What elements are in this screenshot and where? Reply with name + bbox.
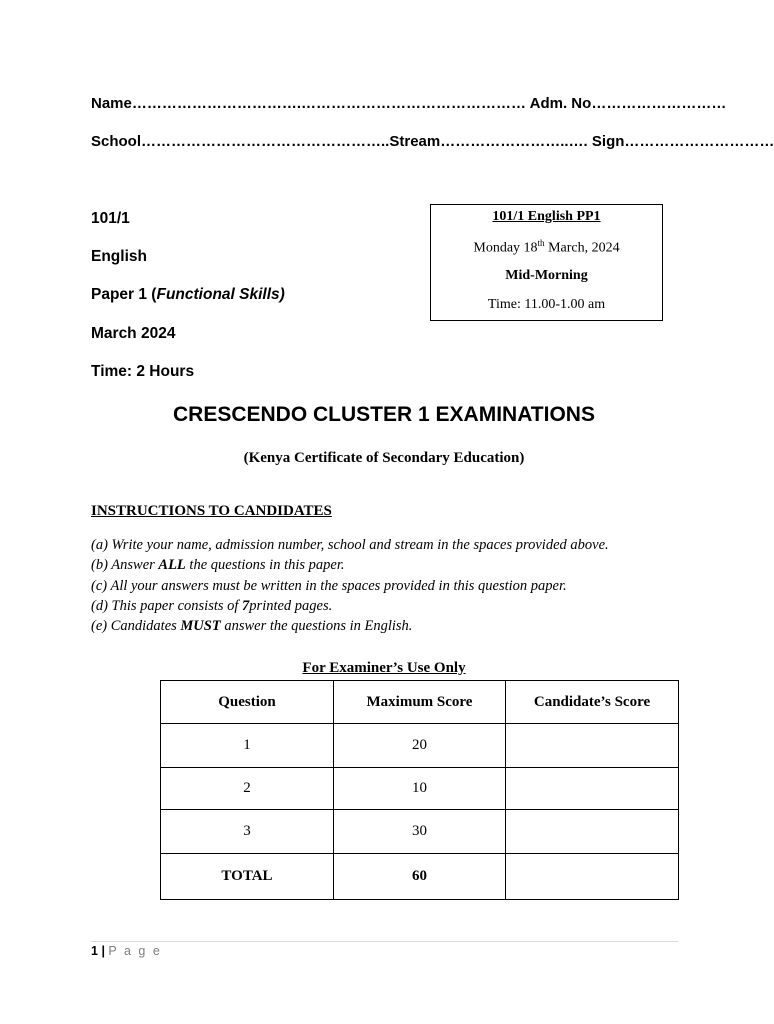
info-box-time: Time: 11.00-1.00 am (487, 297, 606, 312)
question-cell: 3 (161, 810, 334, 854)
instruction-text: (e) Candidates (91, 618, 181, 634)
table-header-row (161, 681, 679, 724)
info-box-title: 101/1 English PP1 (492, 209, 601, 224)
instruction-text: (c) All your answers must be written in the spaces provided in this question paper. (91, 578, 567, 594)
paper-code: 101/1 (91, 210, 130, 227)
table-row (161, 810, 679, 854)
name-field[interactable]: …………………………….……………………………………… (131, 95, 530, 112)
instruction-item (91, 578, 567, 595)
max-score-cell: 10 (334, 768, 506, 810)
total-candidate-cell[interactable] (506, 854, 679, 900)
column-header-max-score: Maximum Score (334, 681, 506, 724)
name-adm-line (91, 95, 727, 112)
instruction-item (91, 537, 609, 554)
info-box-session: Mid-Morning (505, 268, 588, 283)
candidate-score-cell[interactable] (506, 810, 679, 854)
paper-info-box (430, 204, 663, 321)
paper-subject: English (91, 248, 147, 265)
instruction-emphasis: MUST (180, 618, 221, 634)
candidate-score-cell[interactable] (506, 768, 679, 810)
school-stream-sign-line (91, 133, 774, 150)
page-footer (91, 944, 162, 958)
table-row (161, 768, 679, 810)
stream-field[interactable]: ……………………..…. (440, 133, 592, 150)
instructions-heading: INSTRUCTIONS TO CANDIDATES (91, 503, 332, 519)
footer-divider (91, 941, 678, 942)
exam-subtitle: (Kenya Certificate of Secondary Education) (243, 450, 525, 466)
instruction-text: (d) This paper consists of (91, 598, 243, 614)
paper-skill: Functional Skills) (156, 286, 285, 303)
question-cell: 1 (161, 724, 334, 768)
instruction-text: the questions in this paper. (185, 557, 345, 573)
column-header-question: Question (161, 681, 334, 724)
instruction-text: printed pages. (249, 598, 333, 614)
school-field[interactable]: ………………………………………….. (141, 133, 390, 150)
paper-time: Time: 2 Hours (91, 363, 195, 380)
info-date-prefix: Monday 18 (473, 240, 538, 256)
paper-number (91, 286, 285, 304)
total-max-cell: 60 (334, 854, 506, 900)
examiner-table-heading: For Examiner’s Use Only (302, 660, 466, 676)
adm-field[interactable]: ……………………… (591, 95, 727, 112)
question-cell: 2 (161, 768, 334, 810)
examiner-score-table (160, 680, 679, 900)
sign-label: Sign (591, 133, 625, 150)
name-label: Name (91, 95, 132, 112)
table-row (161, 724, 679, 768)
adm-label: Adm. No (529, 95, 592, 112)
paper-date: March 2024 (91, 325, 176, 342)
instruction-text: answer the questions in English. (220, 618, 413, 634)
instruction-item (91, 618, 412, 635)
instruction-emphasis: 7 (242, 598, 250, 614)
sign-field[interactable]: ………………………… (624, 133, 774, 150)
instruction-text: (a) Write your name, admission number, school and stream in the spaces provided above. (91, 537, 609, 553)
info-date-suffix: March, 2024 (544, 240, 620, 256)
instruction-item (91, 598, 332, 615)
max-score-cell: 30 (334, 810, 506, 854)
info-box-date (431, 238, 662, 257)
column-header-candidate-score: Candidate’s Score (506, 681, 679, 724)
candidate-score-cell[interactable] (506, 724, 679, 768)
total-label-cell: TOTAL (161, 854, 334, 900)
max-score-cell: 20 (334, 724, 506, 768)
paper-prefix: Paper 1 ( (91, 286, 157, 303)
page-number: 1 (91, 944, 98, 958)
stream-label: Stream (389, 133, 441, 150)
table-total-row (161, 854, 679, 900)
footer-separator: | (101, 944, 105, 958)
instruction-item (91, 557, 345, 574)
exam-title: CRESCENDO CLUSTER 1 EXAMINATIONS (173, 403, 595, 426)
page-word: P a g e (108, 944, 162, 958)
instruction-emphasis: ALL (158, 557, 186, 573)
instruction-text: (b) Answer (91, 557, 159, 573)
info-date-sup: th (537, 238, 545, 248)
school-label: School (91, 133, 142, 150)
